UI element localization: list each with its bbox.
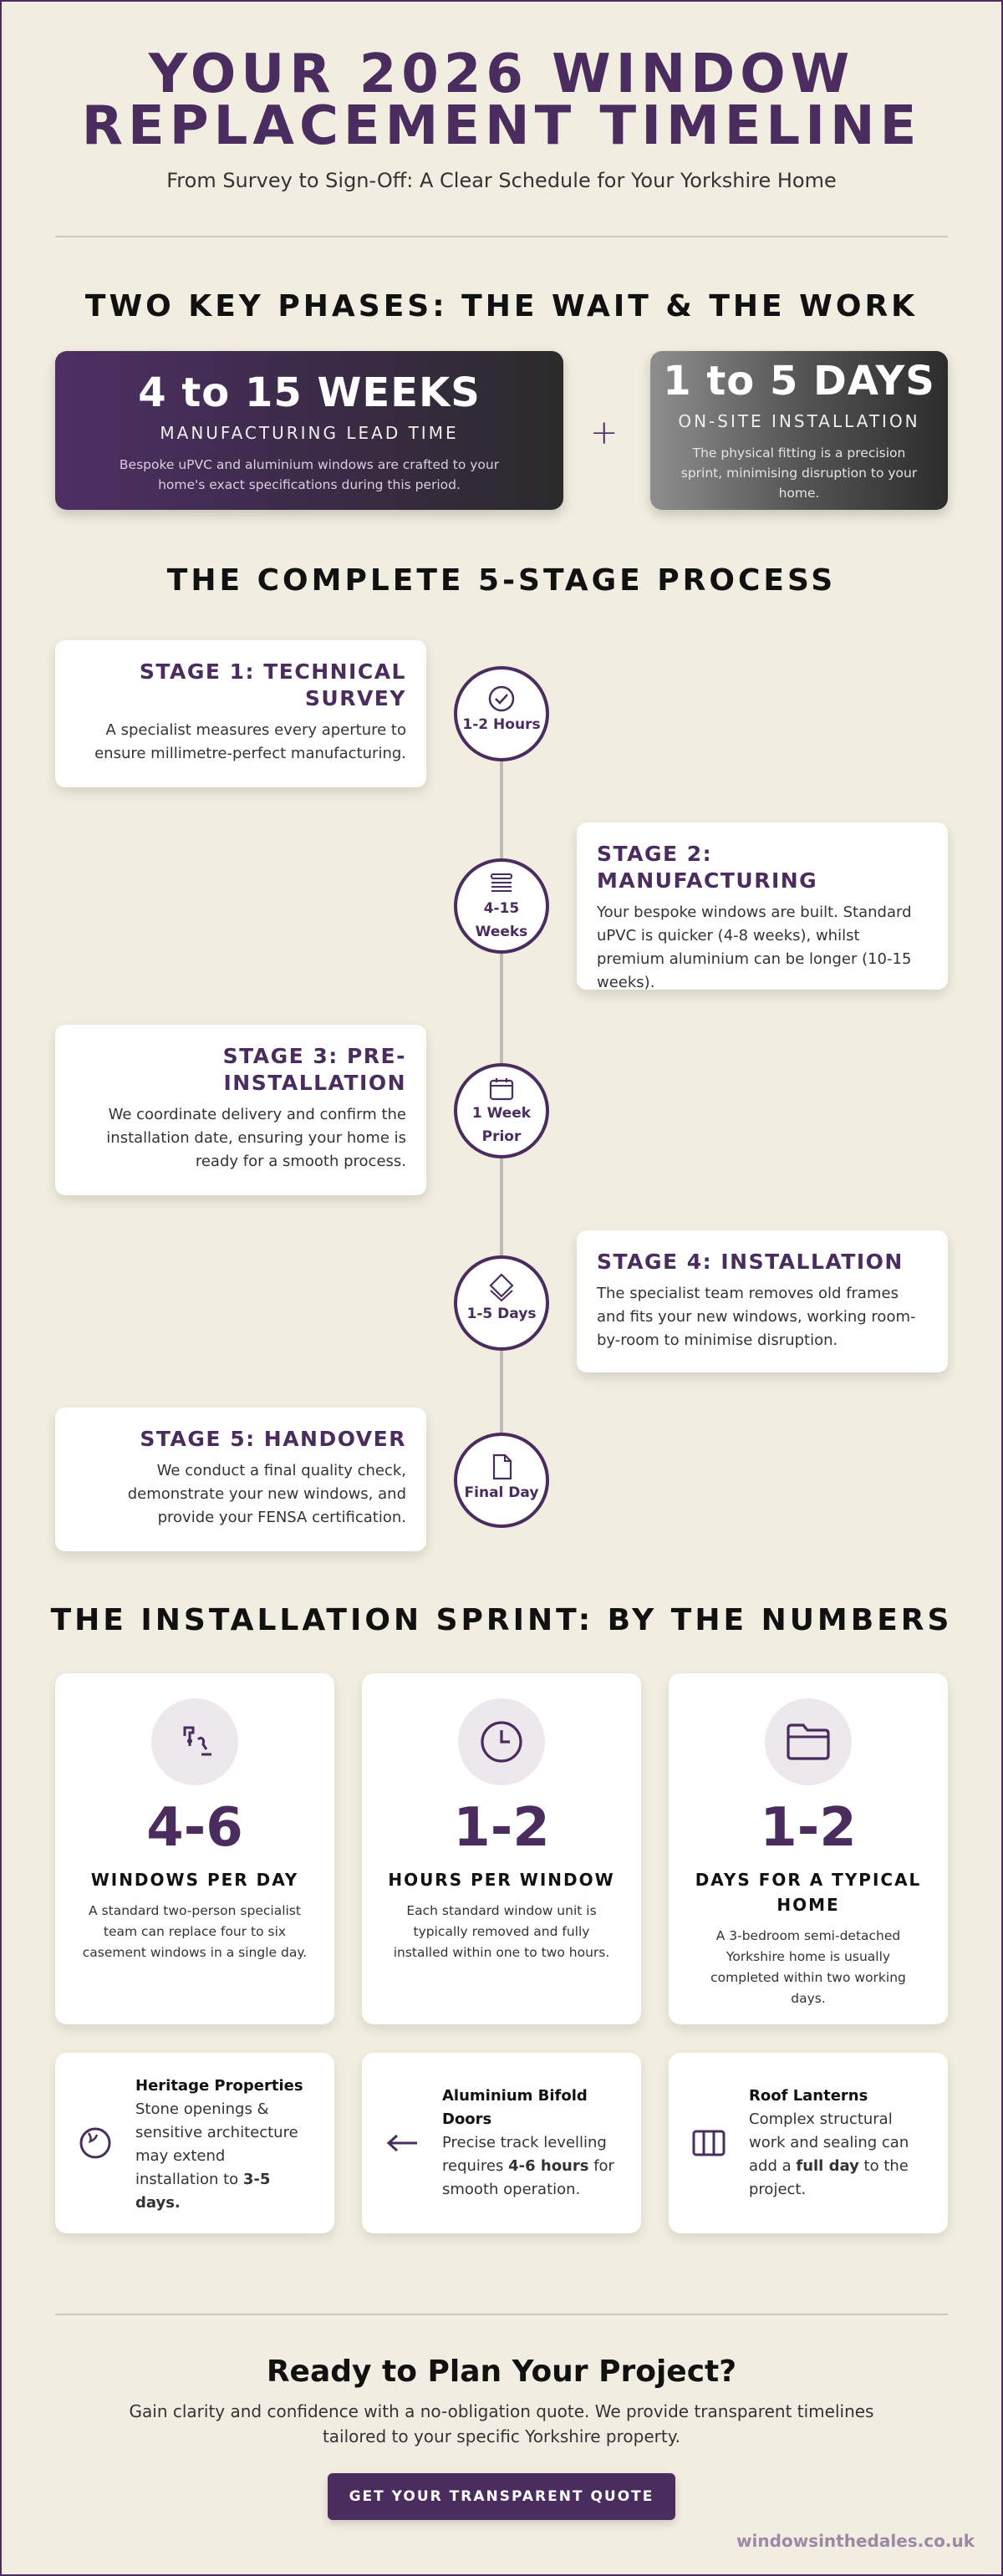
stage-card-1 — [55, 640, 426, 787]
arrow-left-icon — [384, 2125, 420, 2161]
installation-description: The physical fitting is a precision sprint, minimising disruption to your home. — [680, 445, 918, 501]
clock-icon — [458, 1698, 545, 1785]
stage-title: STAGE 3: PRE-INSTALLATION — [222, 1044, 406, 1095]
process-section-title: THE COMPLETE 5-STAGE PROCESS — [166, 563, 837, 598]
note-body: Stone openings & sensitive architecture may extend installation to — [135, 2100, 298, 2188]
get-quote-button[interactable]: GET YOUR TRANSPARENT QUOTE — [328, 2473, 675, 2520]
manufacturing-label: MANUFACTURING LEAD TIME — [160, 423, 459, 443]
stat-label: DAYS FOR A TYPICAL HOME — [695, 1870, 922, 1915]
page-title — [0, 43, 1003, 157]
plus-icon: + — [590, 414, 619, 452]
phases-section-title: TWO KEY PHASES: THE WAIT & THE WORK — [84, 289, 919, 323]
page-header — [0, 43, 1003, 192]
note-title: Heritage Properties — [135, 2077, 303, 2095]
stat-value: 1-2 — [453, 1797, 550, 1859]
page-title-line2: REPLACEMENT TIMELINE — [81, 95, 922, 157]
stage-time: 1 Week Prior — [471, 1105, 532, 1145]
note-card-bifold — [362, 2053, 641, 2233]
cta-description: Gain clarity and confidence with a no-obligation quote. We provide transparent timelines tailored to your specific Yorkshire property. — [129, 2401, 874, 2446]
stage-marker-1 — [454, 666, 549, 761]
note-card-roof-lanterns — [669, 2053, 948, 2233]
stat-description: Each standard window unit is typically removed and fully installed within one to two hours. — [393, 1903, 610, 1960]
note-text — [749, 2085, 926, 2202]
numbers-section-title: THE INSTALLATION SPRINT: BY THE NUMBERS — [50, 1603, 953, 1637]
note-title: Roof Lanterns — [749, 2087, 868, 2105]
stage-description: Your bespoke windows are built. Standard uPVC is quicker (4-8 weeks), whilst premium aluminium can be longer (10-15 weeks). — [597, 904, 912, 991]
note-body-end: for smooth operation. — [442, 2157, 614, 2198]
page-title-line1: YOUR 2026 WINDOW — [148, 43, 855, 105]
document-icon — [489, 1453, 514, 1481]
stage-title: STAGE 2: MANUFACTURING — [597, 842, 818, 893]
tools-icon — [151, 1698, 238, 1785]
stage-marker-3 — [454, 1063, 549, 1158]
stat-card-days-typical-home — [669, 1673, 948, 2024]
installation-duration: 1 to 5 DAYS — [663, 358, 935, 405]
note-highlight: full day — [796, 2157, 859, 2175]
divider — [55, 2314, 948, 2315]
stat-label: HOURS PER WINDOW — [388, 1870, 615, 1890]
stage-marker-4 — [454, 1255, 549, 1351]
stage-description: We conduct a final quality check, demonstrate your new windows, and provide your FENSA certification. — [127, 1462, 406, 1526]
stage-time: Final Day — [464, 1484, 539, 1501]
calendar-icon — [487, 1077, 516, 1102]
note-body: Precise track levelling requires — [442, 2134, 607, 2175]
note-text — [442, 2085, 619, 2202]
stage-card-3 — [55, 1025, 426, 1195]
stage-time: 1-5 Days — [466, 1306, 537, 1322]
globe-icon — [77, 2125, 114, 2161]
stage-marker-5 — [454, 1433, 549, 1528]
manufacturing-duration: 4 to 15 WEEKS — [138, 369, 481, 416]
stage-title: STAGE 4: INSTALLATION — [597, 1250, 904, 1274]
note-card-heritage — [55, 2053, 334, 2233]
folder-icon — [765, 1698, 852, 1785]
stat-card-hours-per-window — [362, 1673, 641, 2024]
cta-title: Ready to Plan Your Project? — [266, 2355, 737, 2389]
stage-description: We coordinate delivery and confirm the installation date, ensuring your home is ready for a smooth process. — [106, 1106, 406, 1170]
stat-value: 4-6 — [146, 1797, 243, 1859]
manufacturing-phase-card — [55, 351, 563, 510]
note-body: Complex structural work and sealing can add a — [749, 2110, 909, 2175]
footer-url-link[interactable]: windowsinthedales.co.uk — [736, 2531, 975, 2551]
stage-marker-2 — [454, 858, 549, 954]
stage-time: 4-15 Weeks — [475, 900, 528, 940]
stat-card-windows-per-day — [55, 1673, 334, 2024]
note-body-end: to the project. — [749, 2157, 909, 2198]
stage-description: A specialist measures every aperture to ensure millimetre-perfect manufacturing. — [94, 721, 406, 762]
manufacturing-description: Bespoke uPVC and aluminium windows are crafted to your home's exact specifications during this period. — [119, 457, 500, 492]
columns-icon — [690, 2125, 727, 2161]
stage-card-5 — [55, 1408, 426, 1551]
stat-label: WINDOWS PER DAY — [90, 1870, 299, 1890]
page-subtitle: From Survey to Sign-Off: A Clear Schedule for Your Yorkshire Home — [166, 169, 837, 192]
note-highlight: 3-5 days. — [135, 2171, 271, 2212]
note-title: Aluminium Bifold Doors — [442, 2087, 588, 2128]
note-highlight: 4-6 hours — [508, 2157, 589, 2175]
stage-title: STAGE 5: HANDOVER — [140, 1427, 406, 1451]
installation-label: ON-SITE INSTALLATION — [678, 411, 920, 431]
stage-time: 1-2 Hours — [462, 716, 541, 733]
divider — [55, 236, 948, 237]
stage-title: STAGE 1: TECHNICAL SURVEY — [139, 659, 406, 710]
diamond-layers-icon — [486, 1272, 517, 1302]
stat-value: 1-2 — [760, 1797, 857, 1859]
stage-description: The specialist team removes old frames and fits your new windows, working room-by-room to minimise disruption. — [597, 1285, 916, 1349]
stat-description: A 3-bedroom semi-detached Yorkshire home is usually completed within two working days. — [710, 1928, 906, 2006]
check-circle-icon — [487, 685, 516, 713]
stage-card-4 — [577, 1230, 948, 1372]
stack-icon — [487, 872, 516, 897]
note-text — [135, 2075, 313, 2215]
stat-description: A standard two-person specialist team can replace four to six casement windows in a single day. — [82, 1903, 308, 1960]
stage-card-2 — [577, 822, 948, 990]
installation-phase-card — [650, 351, 948, 510]
